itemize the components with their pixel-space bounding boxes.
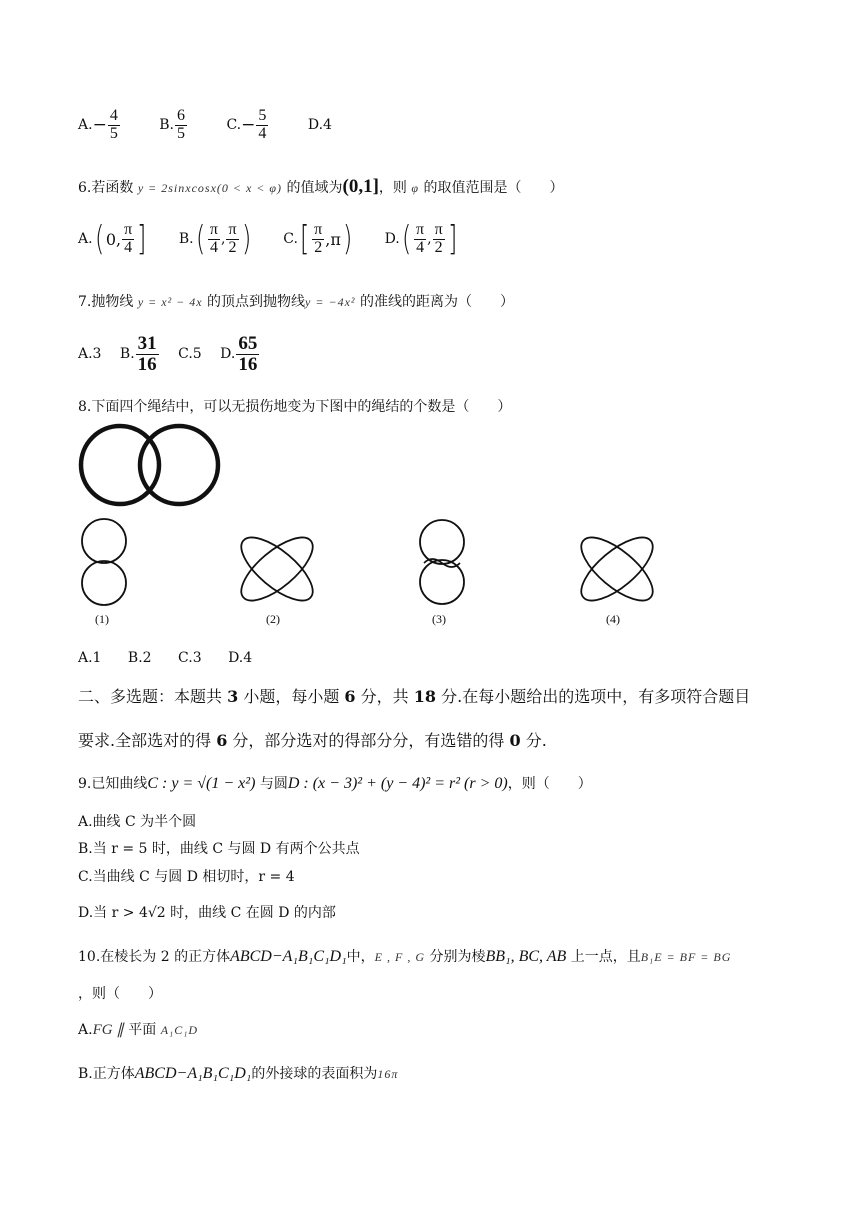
q6-option-d: D. ( $\frac{\pi}{4}$ , $\frac{\pi}{2}$ ] [384, 219, 457, 260]
q5-option-a: A. − $\frac{4}{5}$ [78, 107, 118, 142]
q7-stem: 7.抛物线 y = x² − 4x 的顶点到抛物线y = −4x² 的准线的距离为（ ） [78, 294, 514, 310]
q9-option-c: C.当曲线 C 与圆 D 相切时，r = 4 [78, 869, 295, 885]
q6-option-b: B. ( $\frac{\pi}{4}$ , $\frac{\pi}{2}$ ) [178, 219, 251, 260]
figure-label-3: (3) [432, 612, 446, 626]
q6-option-a: A. ( 0, $\frac{\pi}{4}$ ] [78, 219, 147, 260]
q10-stem: 10.在棱长为 2 的正方体ABCD−A₁B₁C₁D₁中，E , F , G 分别为棱BB₁, BC, AB 上一点，且B₁E = BF = BG [78, 948, 732, 965]
q9-option-a: A.曲线 C 为半个圆 [78, 814, 197, 830]
q10-option-b: B.正方体ABCD−A₁B₁C₁D₁的外接球的表面积为16π [78, 1065, 399, 1082]
q6-range: (0,1] [342, 176, 379, 197]
q5-option-c: C. − $\frac{5}{4}$ [226, 107, 267, 142]
q10-stem-line2: ，则（ ） [78, 986, 162, 1002]
q8-option-a: A.1 [78, 650, 102, 666]
q8-options [78, 650, 252, 666]
knot-figure-1 [76, 517, 136, 609]
q9-stem: 9.已知曲线C : y = √(1 − x²) 与圆D : (x − 3)² + (y − 4)² = r² (r > 0)，则（ ） [78, 775, 592, 792]
q8-option-c: C.3 [178, 650, 202, 666]
q7-option-a: A.3 [78, 346, 102, 363]
two-ring-knot-figure [78, 420, 228, 510]
fraction: $\frac{4}{5}$ [109, 107, 118, 142]
figure-label-4: (4) [606, 612, 620, 626]
knot-figure-3 [412, 517, 472, 609]
section-heading-line2: 要求.全部选对的得 6 分，部分选对的得部分分，有选错的得 0 分. [78, 731, 547, 750]
q5-option-d: D.4 [307, 117, 332, 134]
fraction: $\frac{6}{5}$ [177, 107, 186, 142]
q8-stem: 8.下面四个绳结中，可以无损伤地变为下图中的绳结的个数是（ ） [78, 399, 512, 415]
q7-options [78, 334, 294, 375]
figure-label-2: (2) [266, 612, 280, 626]
q10-option-a: A.FG ∥ 平面 A₁C₁D [78, 1022, 199, 1038]
q5-options [78, 108, 366, 143]
fraction: $\frac{5}{4}$ [258, 107, 267, 142]
q7-option-d: D. $\frac{65}{16}$ [220, 333, 258, 375]
q7-option-c: C.5 [178, 346, 202, 363]
q6-option-c: C. [ $\frac{\pi}{2}$ ,π ) [283, 219, 353, 260]
q6-stem: 6.若函数 y = 2sinxcosx(0 < x < φ) 的值域为(0,1]，则 φ 的取值范围是（ ） [78, 176, 564, 197]
q5-option-b: B. $\frac{6}{5}$ [159, 107, 186, 142]
section-heading-line1: 二、多选题：本题共 3 小题，每小题 6 分，共 18 分.在每小题给出的选项中，有多项符合题目 [78, 687, 751, 706]
q8-option-d: D.4 [228, 650, 253, 666]
knot-figure-4 [572, 528, 662, 610]
q6-function: y = 2sinxcosx(0 < x < φ) [137, 181, 283, 195]
knot-figure-2 [232, 528, 322, 610]
q9-option-b: B.当 r = 5 时，曲线 C 与圆 D 有两个公共点 [78, 841, 360, 857]
q7-option-b: B. $\frac{31}{16}$ [119, 333, 157, 375]
figure-label-1: (1) [95, 612, 109, 626]
q8-option-b: B.2 [127, 650, 152, 666]
q9-option-d: D.当 r > 4√2 时，曲线 C 在圆 D 的内部 [78, 905, 336, 921]
q6-options [78, 219, 493, 260]
